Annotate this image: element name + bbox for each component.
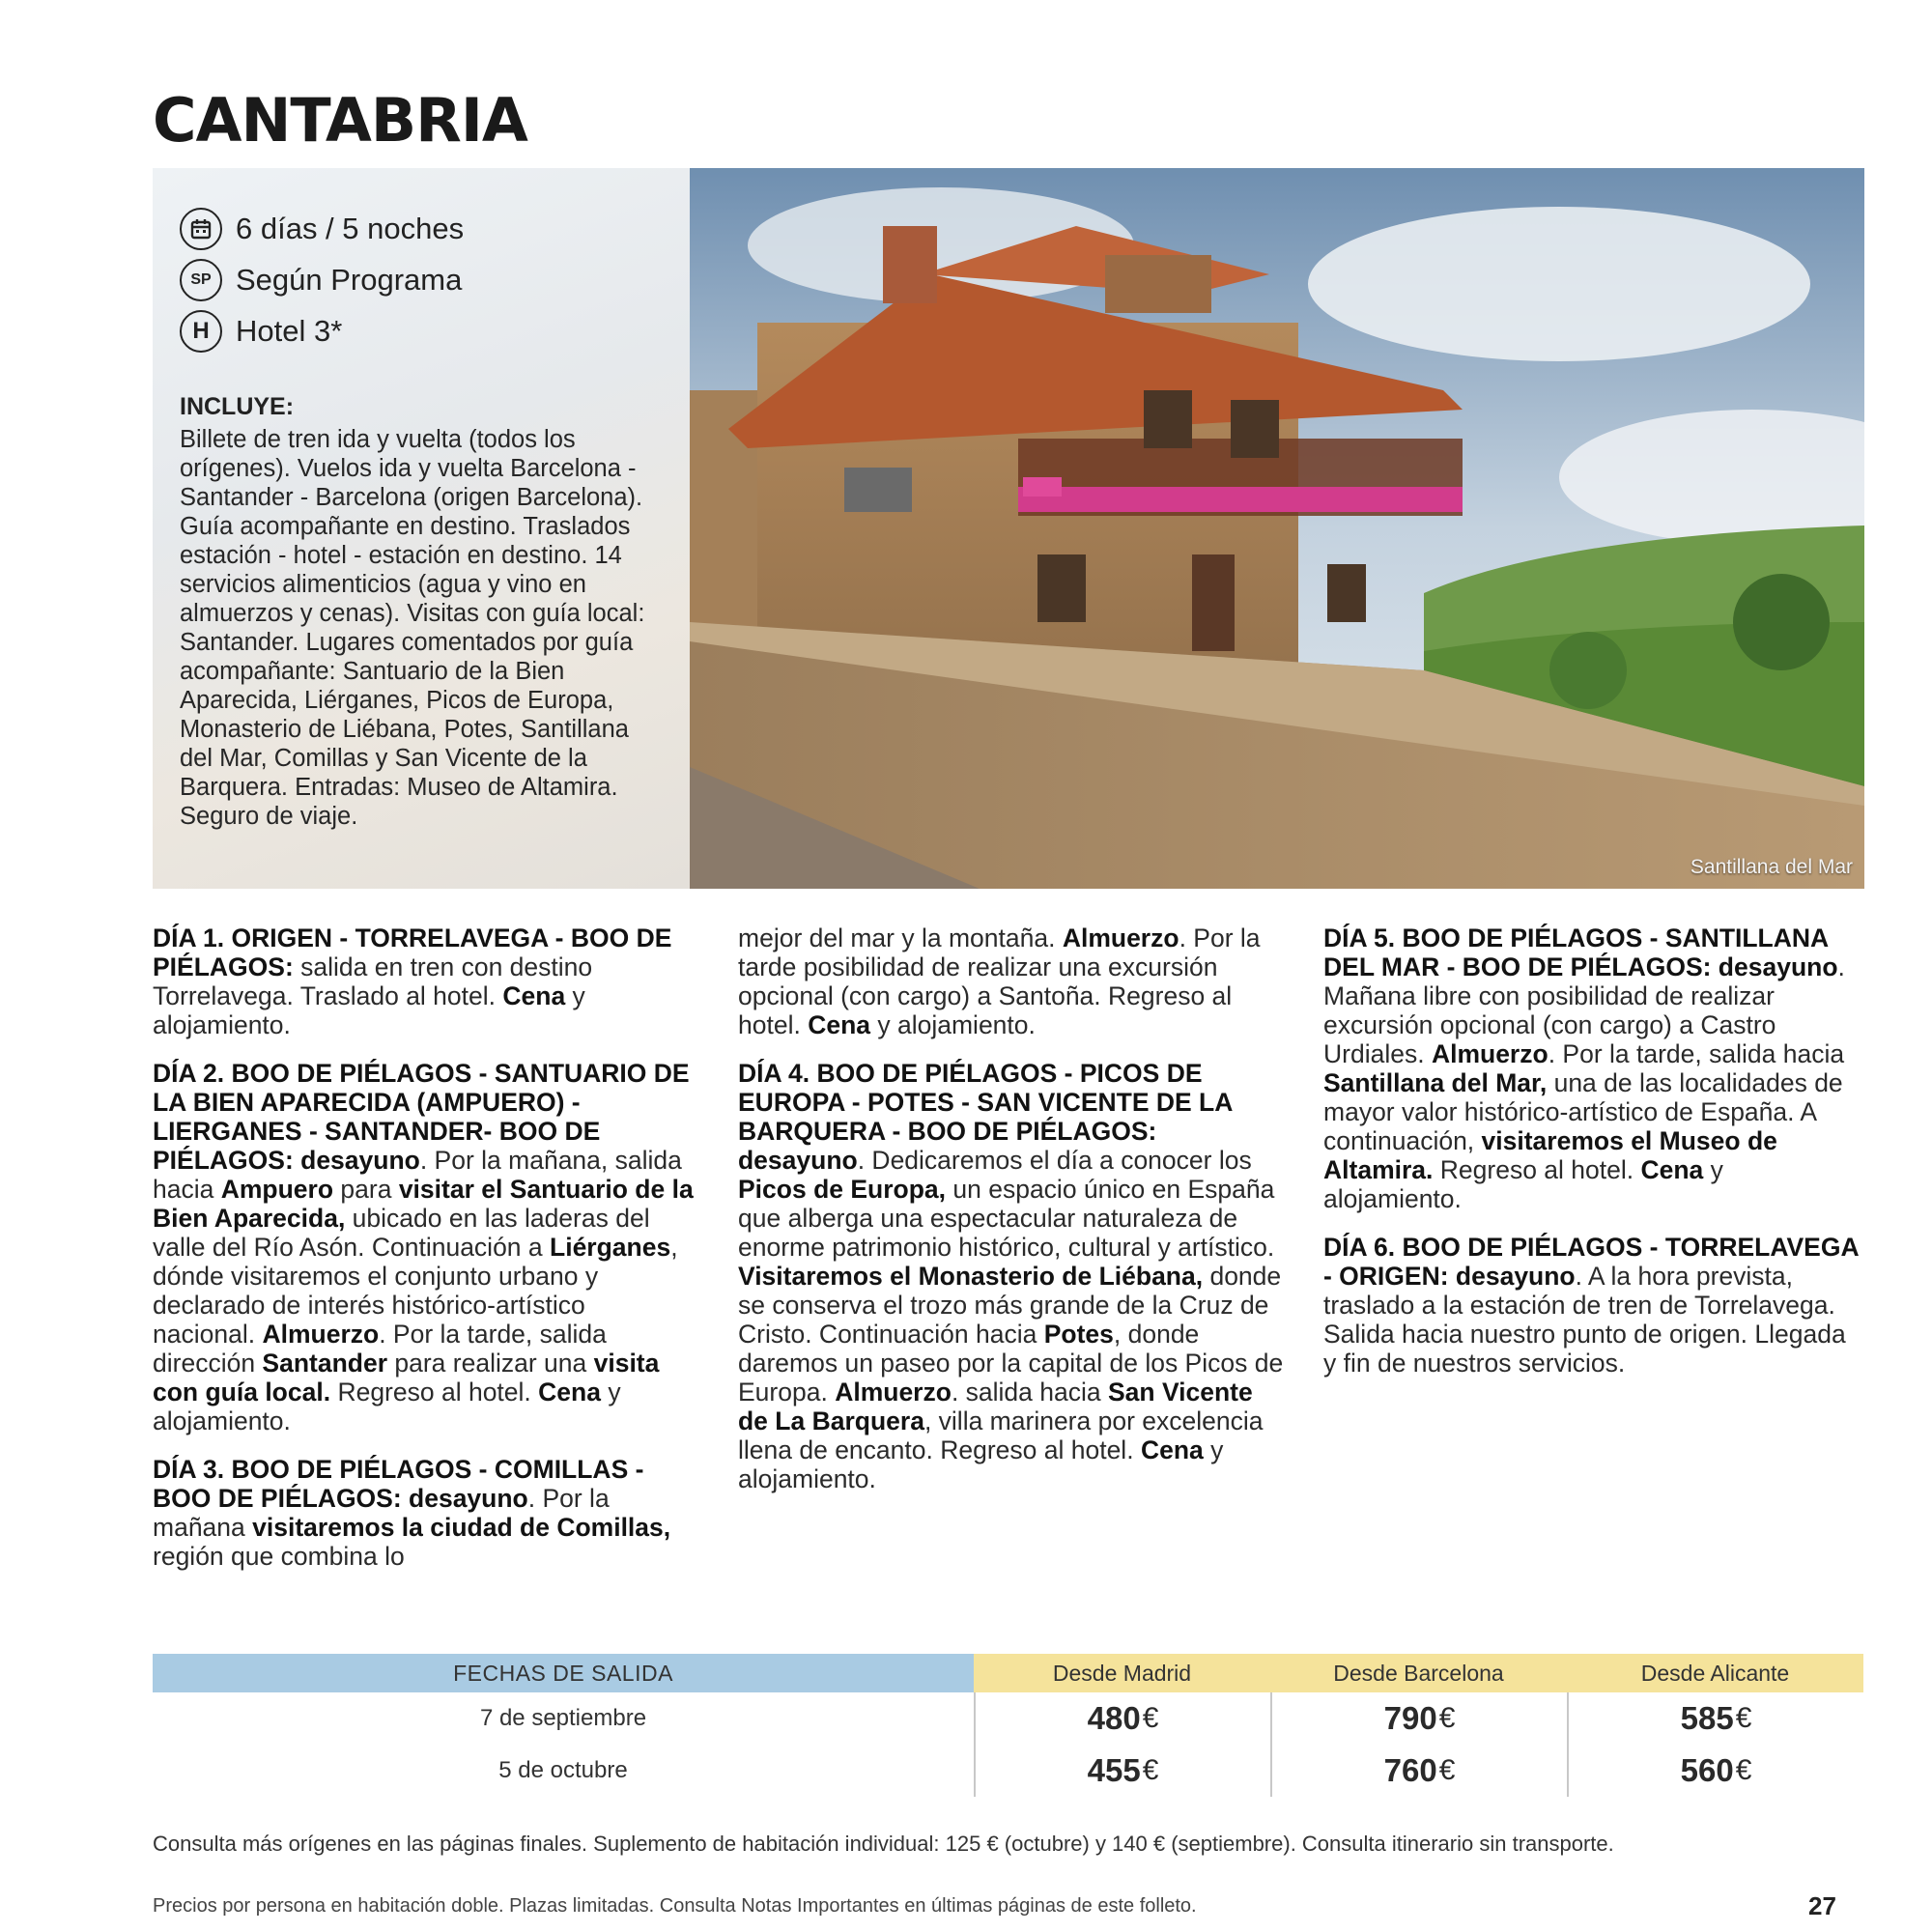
city-header-barcelona: Desde Barcelona [1270,1654,1567,1692]
itinerary-paragraph: DÍA 3. BOO DE PIÉLAGOS - COMILLAS - BOO DE PIÉLAGOS: desayuno. Por la mañana visitaremos la ciudad de Comillas, región que combina lo [153,1455,671,1571]
table-row [153,1692,1864,1745]
itinerary-paragraph: DÍA 2. BOO DE PIÉLAGOS - SANTUARIO DE LA BIEN APARECIDA (AMPUERO) - LIERGANES - SANTANDER- BOO DE PIÉLAGOS: desayuno. Por la mañana, salida hacia Ampuero para visitar el Santuario de la Bien Aparecida, ubicado en las laderas del valle del Río Asón. Continuación a Liérganes, dónde visitaremos el conjunto urbano y declarado de interés histórico-artístico nacional. Almuerzo. Por la tarde, salida dirección Santander para realizar una visita con guía local. Regreso al hotel. Cena y alojamiento. [153,1059,694,1435]
price-cell: 455 € [974,1745,1270,1797]
price-table-header [153,1654,1864,1692]
price-table [153,1654,1864,1797]
includes-text: Billete de tren ida y vuelta (todos los orígenes). Vuelos ida y vuelta Barcelona - Santander - Barcelona (origen Barcelona). Guía acompañante en destino. Traslados estación - hotel - estación en destino. 14 servicios alimenticios (agua y vino en almuerzos y cenas). Visitas con guía local: Santander. Lugares comentados por guía acompañante: Santuario de la Bien Aparecida, Liérganes, Picos de Europa, Monasterio de Liébana, Potes, Santillana del Mar, Comillas y San Vicente de la Barquera. Entradas: Museo de Altamira. Seguro de viaje. [180,426,645,830]
price-cell: 480 € [974,1692,1270,1745]
info-panel [153,168,690,889]
price-cell: 585 € [1567,1692,1863,1745]
itinerary-paragraph: DÍA 1. ORIGEN - TORRELAVEGA - BOO DE PIÉLAGOS: salida en tren con destino Torrelavega. Traslado al hotel. Cena y alojamiento. [153,923,672,1039]
city-header-madrid: Desde Madrid [974,1654,1270,1692]
includes-heading: INCLUYE: [180,393,295,420]
feature-hotel [180,305,665,356]
itinerary-column-3 [1323,923,1864,1397]
feature-hotel-text: Hotel 3* [236,313,343,348]
price-cell: 760 € [1270,1745,1567,1797]
itinerary-paragraph: mejor del mar y la montaña. Almuerzo. Por la tarde posibilidad de realizar una excursión opcional (con cargo) a Santoña. Regreso al hotel. Cena y alojamiento. [738,923,1261,1039]
feature-program-text: Según Programa [236,262,463,297]
price-cell: 560 € [1567,1745,1863,1797]
itinerary-paragraph: DÍA 5. BOO DE PIÉLAGOS - SANTILLANA DEL MAR - BOO DE PIÉLAGOS: desayuno. Mañana libre con posibilidad de realizar excursión opcional (con cargo) a Castro Urdiales. Almuerzo. Por la tarde, salida hacia Santillana del Mar, una de las localidades de mayor valor histórico-artístico de España. A continuación, visitaremos el Museo de Altamira. Regreso al hotel. Cena y alojamiento. [1323,923,1845,1213]
city-header-alicante: Desde Alicante [1567,1654,1863,1692]
feature-duration [180,203,665,254]
sp-badge-icon: SP [180,259,222,301]
origins-note: Consulta más orígenes en las páginas finales. Suplemento de habitación individual: 125 € (octubre) y 140 € (septiembre). Consulta itinerario sin transporte. [153,1832,1614,1856]
itinerary-column-2 [738,923,1289,1513]
page-title: CANTABRIA [153,85,527,156]
house-photo [690,168,1864,889]
departure-date: 5 de octubre [498,1757,628,1783]
feature-program [180,254,665,305]
footer-note: Precios por persona en habitación doble. Plazas limitadas. Consulta Notas Importantes en últimas páginas de este folleto. [153,1895,1197,1917]
table-row [153,1745,1864,1797]
itinerary-paragraph: DÍA 6. BOO DE PIÉLAGOS - TORRELAVEGA - ORIGEN: desayuno. A la hora prevista, traslado a la estación de tren de Torrelavega. Salida hacia nuestro punto de origen. Llegada y fin de nuestros servicios. [1323,1233,1859,1378]
calendar-icon [180,208,222,250]
price-cell: 790 € [1270,1692,1567,1745]
hotel-icon: H [180,310,222,353]
photo-caption: Santillana del Mar [1690,856,1853,878]
departure-date: 7 de septiembre [479,1705,647,1731]
itinerary-column-1 [153,923,694,1590]
dates-header: FECHAS DE SALIDA [153,1654,974,1692]
feature-duration-text: 6 días / 5 noches [236,211,465,245]
page-number: 27 [1808,1891,1836,1920]
itinerary-paragraph: DÍA 4. BOO DE PIÉLAGOS - PICOS DE EUROPA - POTES - SAN VICENTE DE LA BARQUERA - BOO DE PIÉLAGOS: desayuno. Dedicaremos el día a conocer los Picos de Europa, un espacio único en España que alberga una espectacular naturaleza de enorme patrimonio histórico, cultural y artístico. Visitaremos el Monasterio de Liébana, donde se conserva el trozo más grande de la Cruz de Cristo. Continuación hacia Potes, donde daremos un paseo por la capital de los Picos de Europa. Almuerzo. salida hacia San Vicente de La Barquera, villa marinera por excelencia llena de encanto. Regreso al hotel. Cena y alojamiento. [738,1059,1284,1493]
